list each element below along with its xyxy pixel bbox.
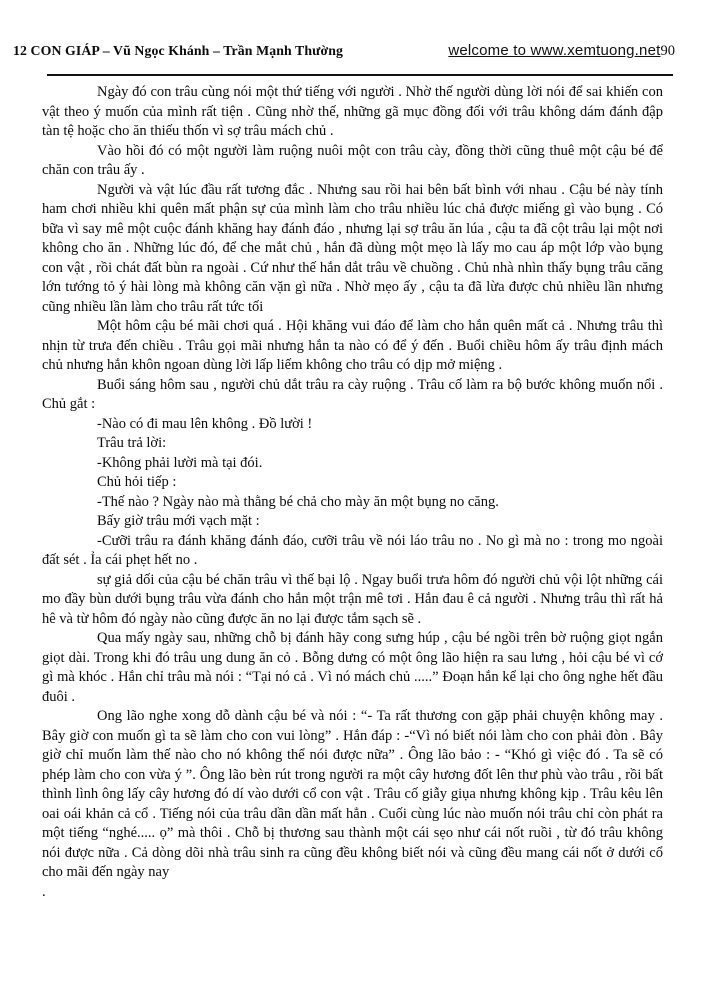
paragraph: -Cưỡi trâu ra đánh khăng đánh đáo, cưỡi trâu về nói láo trâu no . No gì mà no : trong mo ngoài đất sét . Ỉa cái phẹt hết no .: [42, 532, 663, 568]
paragraph: Ngày đó con trâu cùng nói một thứ tiếng với người . Nhờ thế người dùng lời nói để sai khiến con vật theo ý muốn của mình rất tiện . Cũng nhờ thế, những gã mục đồng đối với trâu không dám đánh đập tàn tệ hoặc cho ăn thiếu thốn vì sợ trâu mách chủ .: [42, 84, 663, 139]
paragraph: Bấy giờ trâu mới vạch mặt :: [97, 513, 260, 529]
paragraph: Chủ hỏi tiếp :: [97, 474, 177, 490]
paragraph: -Nào có đi mau lên không . Đồ lười !: [97, 415, 313, 432]
paragraph: Vào hồi đó có một người làm ruộng nuôi một con trâu cày, đồng thời cũng thuê một cậu bé để chăn con trâu ấy .: [42, 142, 663, 178]
paragraph: Một hôm cậu bé mãi chơi quá . Hội khăng vui đáo để làm cho hắn quên mất cả . Nhưng trâu thì nhịn từ trưa đến chiều . Trâu gọi mãi nhưng hắn ta nào có để ý đến . Buổi chiều hôm ấy trâu định mách chủ nhưng hắn khôn ngoan dùng lời lấp liếm không cho trâu có dịp mở miệng .: [42, 318, 663, 373]
story-body: [42, 83, 663, 902]
header-right: [448, 42, 675, 60]
paragraph: -Thế nào ? Ngày nào mà thằng bé chả cho mày ăn một bụng no căng.: [97, 493, 499, 510]
page-header: [13, 42, 675, 60]
header-rule: [47, 74, 673, 76]
paragraph: Ong lão nghe xong dỗ dành cậu bé và nói : “- Ta rất thương con gặp phải chuyện không may . Bây giờ con muốn gì ta sẽ làm cho con vui lòng” . Hắn đáp : -“Vì nó biết nói làm cho con phải đòn . Bây giờ chỉ muốn làm thế nào cho nó không thể nói được nữa” . Ông lão bảo : - “Khó gì việc đó . Ta sẽ có phép làm cho con vừa ý ”. Ông lão bèn rút trong người ra một cây hương đốt lên thư phù vào trâu , rồi bất thình lình ông lấy cây hương đó dí vào dưới cổ con vật . Trâu cố giẫy giụa nhưng không kịp . Trâu kêu lên oai oái khản cả cổ . Tiếng nói của trâu dần dần mất hẳn . Cuối cùng lúc nào muốn nói trâu chỉ còn phát ra một tiếng “nghé..... ọ” mà thôi . Chỗ bị thương sau thành một cái sẹo như cái nốt ruồi , từ đó trâu không nói được nữa . Cả dòng dõi nhà trâu sinh ra cũng đều không biết nói và cũng đều mang cái nốt ở dưới cổ cho mãi đến ngày nay: [42, 708, 663, 880]
page-number: 90: [660, 43, 675, 59]
paragraph: Trâu trả lời:: [97, 435, 167, 451]
paragraph: Buổi sáng hôm sau , người chủ dắt trâu ra cày ruộng . Trâu cố làm ra bộ bước không muốn nổi . Chủ gắt :: [42, 376, 663, 412]
paragraph: .: [42, 883, 46, 900]
paragraph: -Không phải lười mà tại đói.: [97, 454, 263, 471]
book-title: 12 CON GIÁP – Vũ Ngọc Khánh – Trần Mạnh Thường: [13, 43, 344, 58]
paragraph: Qua mấy ngày sau, những chỗ bị đánh hãy cong sưng húp , cậu bé ngồi trên bờ ruộng giọt ngắn giọt dài. Trong khi đó trâu ung dung ăn cỏ . Bỗng dưng có một ông lão hiện ra sau lưng , hỏi cậu bé vì cớ gì mà khóc . Hắn chỉ trâu mà nói : “Tại nó cả . Vì nó mách chủ .....” Đoạn hắn kể lại cho ông nghe hết đầu đuôi .: [42, 630, 663, 705]
paragraph: sự giả dối của cậu bé chăn trâu vì thế bại lộ . Ngay buổi trưa hôm đó người chủ vội lột những cái mo đầy bùn dưới bụng trâu vừa đánh cho hắn một trận mê tơi . Hắn đau ê cả người . Nhưng trâu thì rất hả hê và từ hôm đó ngày nào cũng được ăn no lại được tắm sạch sẽ .: [42, 571, 663, 627]
paragraph: Người và vật lúc đầu rất tương đắc . Nhưng sau rồi hai bên bất bình với nhau . Cậu bé này tính ham chơi nhiều khi quên mất phận sự của mình làm cho trâu nhiều lúc chả được miếng gì vào bụng . Có bữa vì say mê một cuộc đánh khăng hay đánh đáo , nhưng lại sợ trâu ăn lúa , cậu ta đã cột trâu lại một nơi không cho ăn . Những lúc đó, để che mắt chủ , hắn đã dùng một mẹo là lấy mo cau áp một lớp vào bụng con vật , rồi chát đất bùn ra ngoài . Cứ như thế hắn dắt trâu về chuồng . Chủ nhà nhìn thấy bụng trâu căng lớn tướng tỏ ý hài lòng mà không căn vặn gì nữa . Nhờ mẹo ấy , cậu ta đã lừa được chủ nhiều lần nhưng cũng nhiều lần làm cho trâu rất tức tối: [42, 181, 663, 315]
welcome-link[interactable]: welcome to www.xemtuong.net: [448, 42, 661, 59]
